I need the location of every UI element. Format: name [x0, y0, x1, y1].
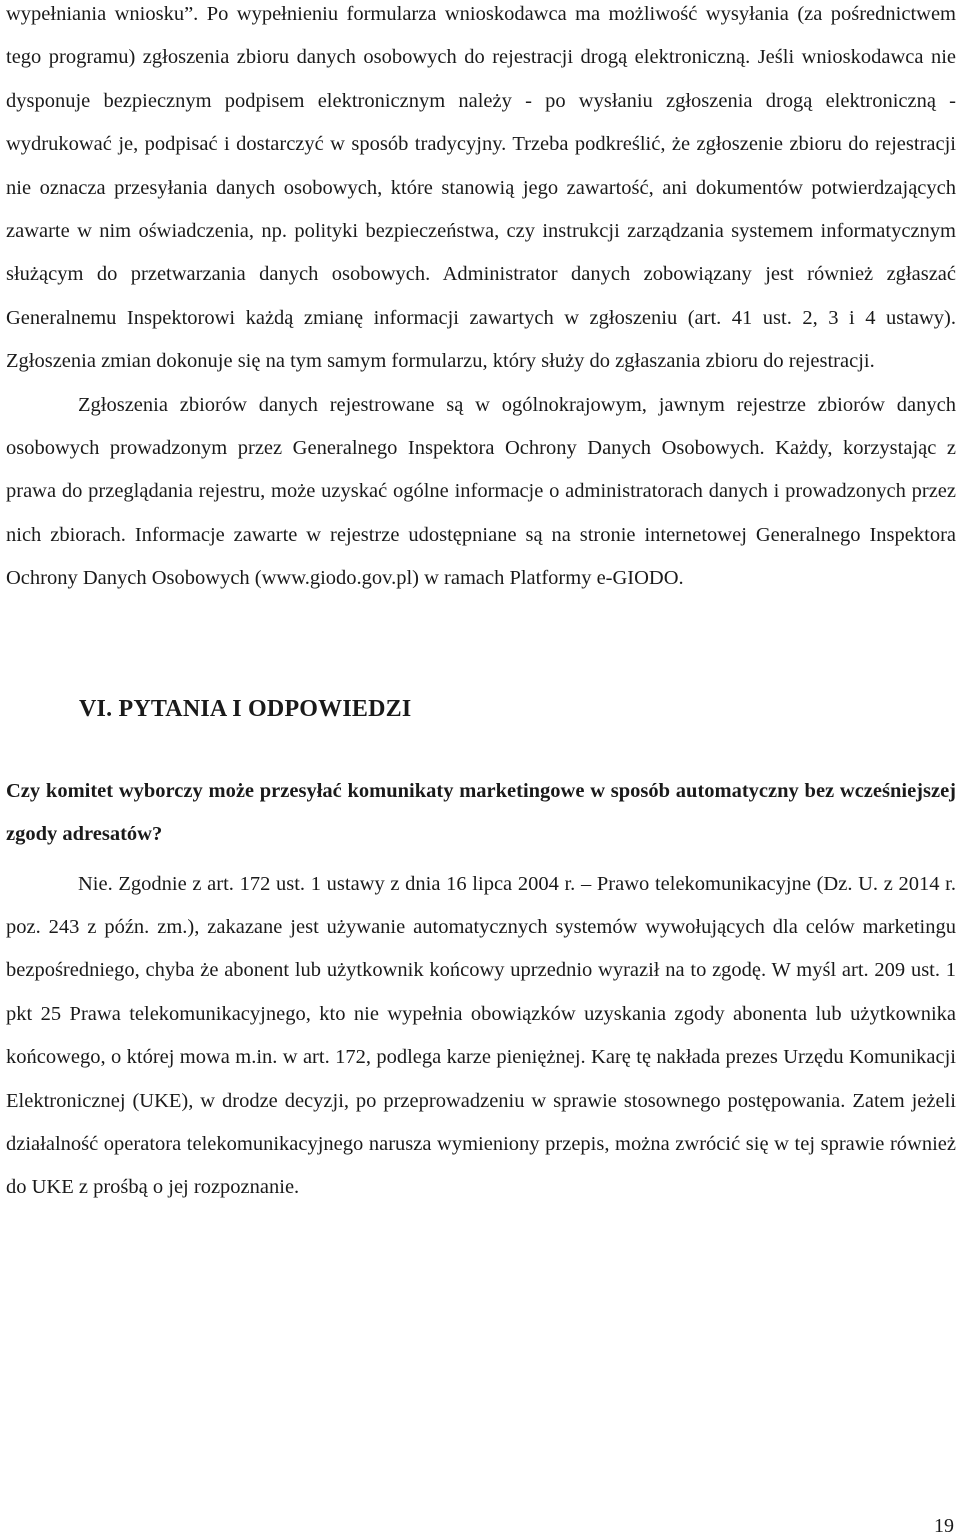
paragraph-registration-continuation: wypełniania wniosku”. Po wypełnieniu formularza wnioskodawca ma możliwość wysyłania (za pośrednictwem tego programu) zgłoszenia zbioru danych osobowych do rejestracji drogą elektroniczną. Jeśli wnioskodawca nie dysponuje bezpiecznym podpisem elektronicznym należy - po wysłaniu zgłoszenia drogą elektroniczną - wydrukować je, podpisać i dostarczyć w sposób tradycyjny. Trzeba podkreślić, że zgłoszenie zbioru do rejestracji nie oznacza przesyłania danych osobowych, które stanowią jego zawartość, ani dokumentów potwierdzających zawarte w nim oświadczenia, np. polityki bezpieczeństwa, czy instrukcji zarządzania systemem informatycznym służącym do przetwarzania danych osobowych. Administrator danych zobowiązany jest również zgłaszać Generalnemu Inspektorowi każdą zmianę informacji zawartych w zgłoszeniu (art. 41 ust. 2, 3 i 4 ustawy). Zgłoszenia zmian dokonuje się na tym samym formularzu, który służy do zgłaszania zbioru do rejestracji. [6, 3, 956, 373]
question-text: Czy komitet wyborczy może przesyłać komunikaty marketingowe w sposób automatyczny bez wcześniejszej zgody adresatów? [6, 779, 956, 846]
section-heading: VI. PYTANIA I ODPOWIEDZI [79, 695, 412, 722]
paragraph-registry: Zgłoszenia zbiorów danych rejestrowane są w ogólnokrajowym, jawnym rejestrze zbiorów danych osobowych prowadzonym przez Generalnego Inspektora Ochrony Danych Osobowych. Każdy, korzystając z prawa do przeglądania rejestru, może uzyskać ogólne informacje o administratorach danych i prowadzonych przez nich zbiorach. Informacje zawarte w rejestrze udostępniane są na stronie internetowej Generalnego Inspektora Ochrony Danych Osobowych (www.giodo.gov.pl) w ramach Platformy e-GIODO. [6, 393, 956, 590]
answer-text: Nie. Zgodnie z art. 172 ust. 1 ustawy z dnia 16 lipca 2004 r. – Prawo telekomunikacyjne (Dz. U. z 2014 r. poz. 243 z późn. zm.), zakazane jest używanie automatycznych systemów wywołujących dla celów marketingu bezpośredniego, chyba że abonent lub użytkownik końcowy uprzednio wyraził na to zgodę. W myśl art. 209 ust. 1 pkt 25 Prawa telekomunikacyjnego, kto nie wypełnia obowiązków uzyskania zgody abonenta lub użytkownika końcowego, o której mowa m.in. w art. 172, podlega karze pieniężnej. Karę tę nakłada prezes Urzędu Komunikacji Elektronicznej (UKE), w drodze decyzji, po przeprowadzeniu w sprawie stosownego postępowania. Zatem jeżeli działalność operatora telekomunikacyjnego narusza wymieniony przepis, można zwrócić się w tej sprawie również do UKE z prośbą o jej rozpoznanie. [6, 872, 956, 1199]
page-number: 19 [934, 1515, 954, 1537]
